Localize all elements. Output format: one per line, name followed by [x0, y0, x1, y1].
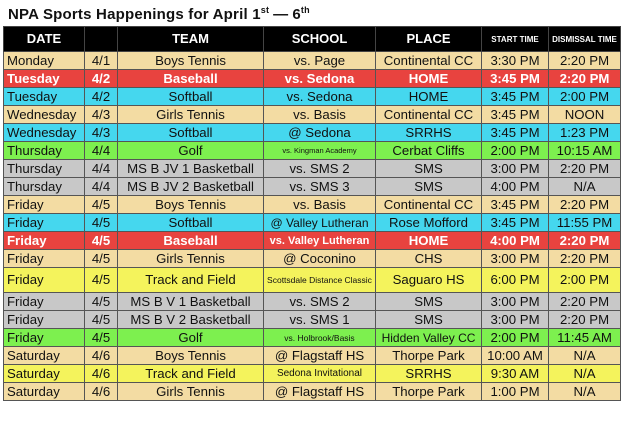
- cell-day: Friday: [4, 311, 85, 329]
- table-row: [4, 365, 621, 383]
- cell-day: Saturday: [4, 383, 85, 401]
- cell-team: Softball: [118, 214, 264, 232]
- cell-date: 4/2: [85, 88, 118, 106]
- cell-team: Track and Field: [118, 268, 264, 293]
- cell-school: vs. Valley Lutheran: [264, 232, 376, 250]
- cell-place: Thorpe Park: [376, 347, 482, 365]
- cell-start: 3:45 PM: [482, 106, 549, 124]
- cell-team: MS B V 1 Basketball: [118, 293, 264, 311]
- cell-dismissal: 1:23 PM: [549, 124, 621, 142]
- table-row: [4, 52, 621, 70]
- cell-school: vs. Basis: [264, 106, 376, 124]
- cell-place: Continental CC: [376, 196, 482, 214]
- cell-start: 3:00 PM: [482, 311, 549, 329]
- cell-team: MS B V 2 Basketball: [118, 311, 264, 329]
- cell-date: 4/5: [85, 250, 118, 268]
- cell-start: 2:00 PM: [482, 329, 549, 347]
- table-row: [4, 70, 621, 88]
- table-row: [4, 106, 621, 124]
- cell-school: vs. SMS 2: [264, 293, 376, 311]
- cell-place: Thorpe Park: [376, 383, 482, 401]
- cell-school: @ Coconino: [264, 250, 376, 268]
- cell-dismissal: 2:20 PM: [549, 70, 621, 88]
- table-row: [4, 329, 621, 347]
- cell-dismissal: N/A: [549, 383, 621, 401]
- cell-school: Sedona Invitational: [264, 365, 376, 383]
- cell-date: 4/4: [85, 160, 118, 178]
- cell-dismissal: 2:00 PM: [549, 268, 621, 293]
- cell-dismissal: 2:20 PM: [549, 160, 621, 178]
- cell-team: Softball: [118, 88, 264, 106]
- cell-date: 4/5: [85, 232, 118, 250]
- cell-team: Boys Tennis: [118, 347, 264, 365]
- cell-dismissal: 2:20 PM: [549, 293, 621, 311]
- cell-start: 3:45 PM: [482, 88, 549, 106]
- cell-team: Girls Tennis: [118, 383, 264, 401]
- cell-place: Continental CC: [376, 106, 482, 124]
- col-header-team: TEAM: [118, 27, 264, 52]
- cell-place: Continental CC: [376, 52, 482, 70]
- cell-school: vs. Page: [264, 52, 376, 70]
- table-row: [4, 124, 621, 142]
- cell-day: Friday: [4, 214, 85, 232]
- cell-team: Golf: [118, 142, 264, 160]
- cell-start: 6:00 PM: [482, 268, 549, 293]
- cell-start: 3:30 PM: [482, 52, 549, 70]
- cell-dismissal: N/A: [549, 178, 621, 196]
- cell-place: SMS: [376, 160, 482, 178]
- cell-school: vs. Kingman Academy: [264, 142, 376, 160]
- cell-team: MS B JV 2 Basketball: [118, 178, 264, 196]
- cell-date: 4/5: [85, 293, 118, 311]
- table-row: [4, 160, 621, 178]
- cell-school: vs. Sedona: [264, 70, 376, 88]
- cell-team: MS B JV 1 Basketball: [118, 160, 264, 178]
- cell-day: Friday: [4, 293, 85, 311]
- cell-dismissal: 2:20 PM: [549, 52, 621, 70]
- cell-place: SRRHS: [376, 124, 482, 142]
- cell-dismissal: 11:45 AM: [549, 329, 621, 347]
- title-dash: —: [273, 6, 289, 23]
- cell-dismissal: 2:20 PM: [549, 311, 621, 329]
- cell-place: CHS: [376, 250, 482, 268]
- cell-team: Baseball: [118, 232, 264, 250]
- cell-start: 9:30 AM: [482, 365, 549, 383]
- col-header-start-time: START TIME: [482, 27, 549, 52]
- cell-school: @ Flagstaff HS: [264, 383, 376, 401]
- table-row: [4, 142, 621, 160]
- cell-day: Saturday: [4, 347, 85, 365]
- cell-day: Friday: [4, 329, 85, 347]
- col-header-date: DATE: [4, 27, 85, 52]
- cell-start: 3:45 PM: [482, 70, 549, 88]
- cell-team: Boys Tennis: [118, 196, 264, 214]
- cell-place: Rose Mofford: [376, 214, 482, 232]
- cell-dismissal: 10:15 AM: [549, 142, 621, 160]
- cell-team: Softball: [118, 124, 264, 142]
- table-row: [4, 178, 621, 196]
- table-row: [4, 196, 621, 214]
- cell-team: Girls Tennis: [118, 250, 264, 268]
- cell-school: vs. Holbrook/Basis: [264, 329, 376, 347]
- cell-day: Wednesday: [4, 106, 85, 124]
- cell-school: @ Sedona: [264, 124, 376, 142]
- cell-date: 4/3: [85, 106, 118, 124]
- cell-school: @ Flagstaff HS: [264, 347, 376, 365]
- cell-start: 3:00 PM: [482, 160, 549, 178]
- cell-day: Thursday: [4, 142, 85, 160]
- cell-start: 4:00 PM: [482, 178, 549, 196]
- page-title: [8, 5, 310, 23]
- cell-start: 3:00 PM: [482, 293, 549, 311]
- cell-day: Wednesday: [4, 124, 85, 142]
- cell-place: SRRHS: [376, 365, 482, 383]
- table-row: [4, 383, 621, 401]
- col-header-dismissal-time: DISMISSAL TIME: [549, 27, 621, 52]
- col-header-blank: [85, 27, 118, 52]
- cell-dismissal: 2:20 PM: [549, 250, 621, 268]
- header-row: [4, 27, 621, 52]
- cell-dismissal: N/A: [549, 347, 621, 365]
- cell-place: SMS: [376, 178, 482, 196]
- cell-team: Track and Field: [118, 365, 264, 383]
- cell-date: 4/5: [85, 329, 118, 347]
- table-row: [4, 311, 621, 329]
- cell-team: Baseball: [118, 70, 264, 88]
- cell-school: vs. Basis: [264, 196, 376, 214]
- cell-date: 4/6: [85, 347, 118, 365]
- cell-team: Golf: [118, 329, 264, 347]
- cell-start: 4:00 PM: [482, 232, 549, 250]
- cell-start: 10:00 AM: [482, 347, 549, 365]
- cell-date: 4/6: [85, 383, 118, 401]
- cell-place: Saguaro HS: [376, 268, 482, 293]
- cell-school: vs. SMS 2: [264, 160, 376, 178]
- cell-date: 4/5: [85, 196, 118, 214]
- cell-start: 2:00 PM: [482, 142, 549, 160]
- table-row: [4, 347, 621, 365]
- cell-place: HOME: [376, 70, 482, 88]
- cell-date: 4/4: [85, 142, 118, 160]
- cell-place: HOME: [376, 232, 482, 250]
- cell-date: 4/2: [85, 70, 118, 88]
- col-header-school: SCHOOL: [264, 27, 376, 52]
- cell-date: 4/5: [85, 214, 118, 232]
- cell-team: Boys Tennis: [118, 52, 264, 70]
- cell-dismissal: N/A: [549, 365, 621, 383]
- cell-day: Thursday: [4, 160, 85, 178]
- cell-school: vs. SMS 3: [264, 178, 376, 196]
- cell-start: 3:00 PM: [482, 250, 549, 268]
- cell-date: 4/5: [85, 268, 118, 293]
- cell-day: Friday: [4, 196, 85, 214]
- cell-school: @ Valley Lutheran: [264, 214, 376, 232]
- cell-day: Tuesday: [4, 70, 85, 88]
- cell-start: 3:45 PM: [482, 124, 549, 142]
- schedule-table: [3, 26, 621, 401]
- cell-date: 4/1: [85, 52, 118, 70]
- cell-dismissal: 2:20 PM: [549, 232, 621, 250]
- cell-school: Scottsdale Distance Classic: [264, 268, 376, 293]
- cell-start: 3:45 PM: [482, 214, 549, 232]
- col-header-place: PLACE: [376, 27, 482, 52]
- cell-school: vs. Sedona: [264, 88, 376, 106]
- cell-place: HOME: [376, 88, 482, 106]
- title-sup-th: th: [300, 5, 310, 15]
- title-end: 6: [292, 6, 301, 23]
- cell-dismissal: 2:00 PM: [549, 88, 621, 106]
- cell-school: vs. SMS 1: [264, 311, 376, 329]
- cell-day: Saturday: [4, 365, 85, 383]
- cell-day: Monday: [4, 52, 85, 70]
- table-row: [4, 232, 621, 250]
- table-row: [4, 250, 621, 268]
- cell-date: 4/5: [85, 311, 118, 329]
- cell-dismissal: NOON: [549, 106, 621, 124]
- cell-dismissal: 2:20 PM: [549, 196, 621, 214]
- cell-dismissal: 11:55 PM: [549, 214, 621, 232]
- table-row: [4, 214, 621, 232]
- cell-place: Hidden Valley CC: [376, 329, 482, 347]
- cell-team: Girls Tennis: [118, 106, 264, 124]
- cell-day: Thursday: [4, 178, 85, 196]
- cell-day: Tuesday: [4, 88, 85, 106]
- cell-date: 4/6: [85, 365, 118, 383]
- cell-day: Friday: [4, 250, 85, 268]
- table-row: [4, 293, 621, 311]
- cell-day: Friday: [4, 268, 85, 293]
- cell-start: 1:00 PM: [482, 383, 549, 401]
- cell-start: 3:45 PM: [482, 196, 549, 214]
- title-main: NPA Sports Happenings for April 1: [8, 6, 261, 23]
- table-row: [4, 268, 621, 293]
- title-sup-st: st: [260, 5, 270, 15]
- cell-place: Cerbat Cliffs: [376, 142, 482, 160]
- cell-place: SMS: [376, 293, 482, 311]
- cell-place: SMS: [376, 311, 482, 329]
- cell-day: Friday: [4, 232, 85, 250]
- cell-date: 4/4: [85, 178, 118, 196]
- table-row: [4, 88, 621, 106]
- cell-date: 4/3: [85, 124, 118, 142]
